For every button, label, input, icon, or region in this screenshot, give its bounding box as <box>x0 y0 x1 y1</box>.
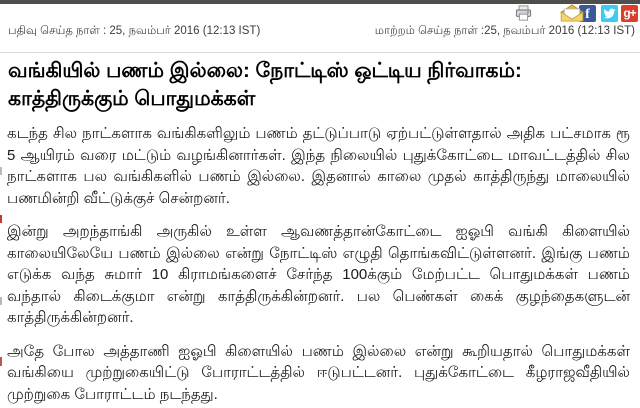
headline: வங்கியில் பணம் இல்லை: நோட்டிஸ் ஒட்டிய நிர்வாகம்: காத்திருக்கும் பொதுமக்கள் <box>8 59 522 110</box>
paragraph-1: கடந்த சில நாட்களாக வங்கிகளிலும் பணம் தட்டுப்பாடு ஏற்பட்டுள்ளதால் அதிக பட்சமாக ரூ 5 ஆயிரம் வரை மட்டும் வழங்கினார்கள். இந்த நிலையில் புதுக்கோட்டை மாவட்டத்தில் சில நாட்களாக பல வங்கிகளில் பணம் இல்லை. இதனால் காலை முதல் காத்திருந்து மாலையில் பணமின்றி வீட்டுக்குச் சென்றனர். <box>7 125 630 207</box>
left-edge-artifact <box>0 167 2 175</box>
facebook-icon[interactable]: f <box>579 5 596 22</box>
article-body <box>7 123 630 408</box>
twitter-bird-icon <box>603 7 616 20</box>
paragraph-3: அதே போல அத்தாணி ஐஓபி கிளையில் பணம் இல்லை என்று கூறியதால் பொதுமக்கள் வங்கியை முற்றுகையிட்டு போராட்டத்தில் ஈடுபட்டனர். புதுக்கோட்டை கீழராஜவீதியில் முற்றுகை போராட்டம் நடந்தது. <box>7 342 630 403</box>
left-edge-artifact <box>0 357 2 366</box>
twitter-icon[interactable] <box>601 5 618 22</box>
left-edge-artifact <box>0 215 2 223</box>
left-edge-artifact <box>0 297 2 305</box>
print-icon[interactable] <box>514 4 533 22</box>
article-meta <box>8 25 635 39</box>
googleplus-icon[interactable]: g+ <box>621 5 638 22</box>
email-icon[interactable] <box>560 4 584 22</box>
share-toolbar <box>514 4 638 22</box>
paragraph-2: இன்று அறந்தாங்கி அருகில் உள்ள ஆவணத்தான்கோட்டை ஐஓபி வங்கி கிளையில் காலையிலேயே பணம் இல்லை என்று நோட்டிஸ் எழுதி தொங்கவிட்டுள்ளனர். இங்கு பணம் எடுக்க வந்த சுமார் 10 கிராமங்களைச் சேர்ந்த 100க்கும் மேற்பட்ட பொதுமக்கள் பணம் வந்தால் கிடைக்குமா என்று காத்திருக்கின்றனர். பல பெண்கள் கைக் குழந்தைகளுடன் காத்திருக்கின்றனர். <box>7 223 630 326</box>
updated-date: மாற்றம் செய்த நாள் :25, நவம்பர் 2016 (12:13 IST) <box>374 25 635 37</box>
divider <box>0 52 640 53</box>
published-date: பதிவு செய்த நாள் : 25, நவம்பர் 2016 (12:13 IST) <box>8 25 261 37</box>
